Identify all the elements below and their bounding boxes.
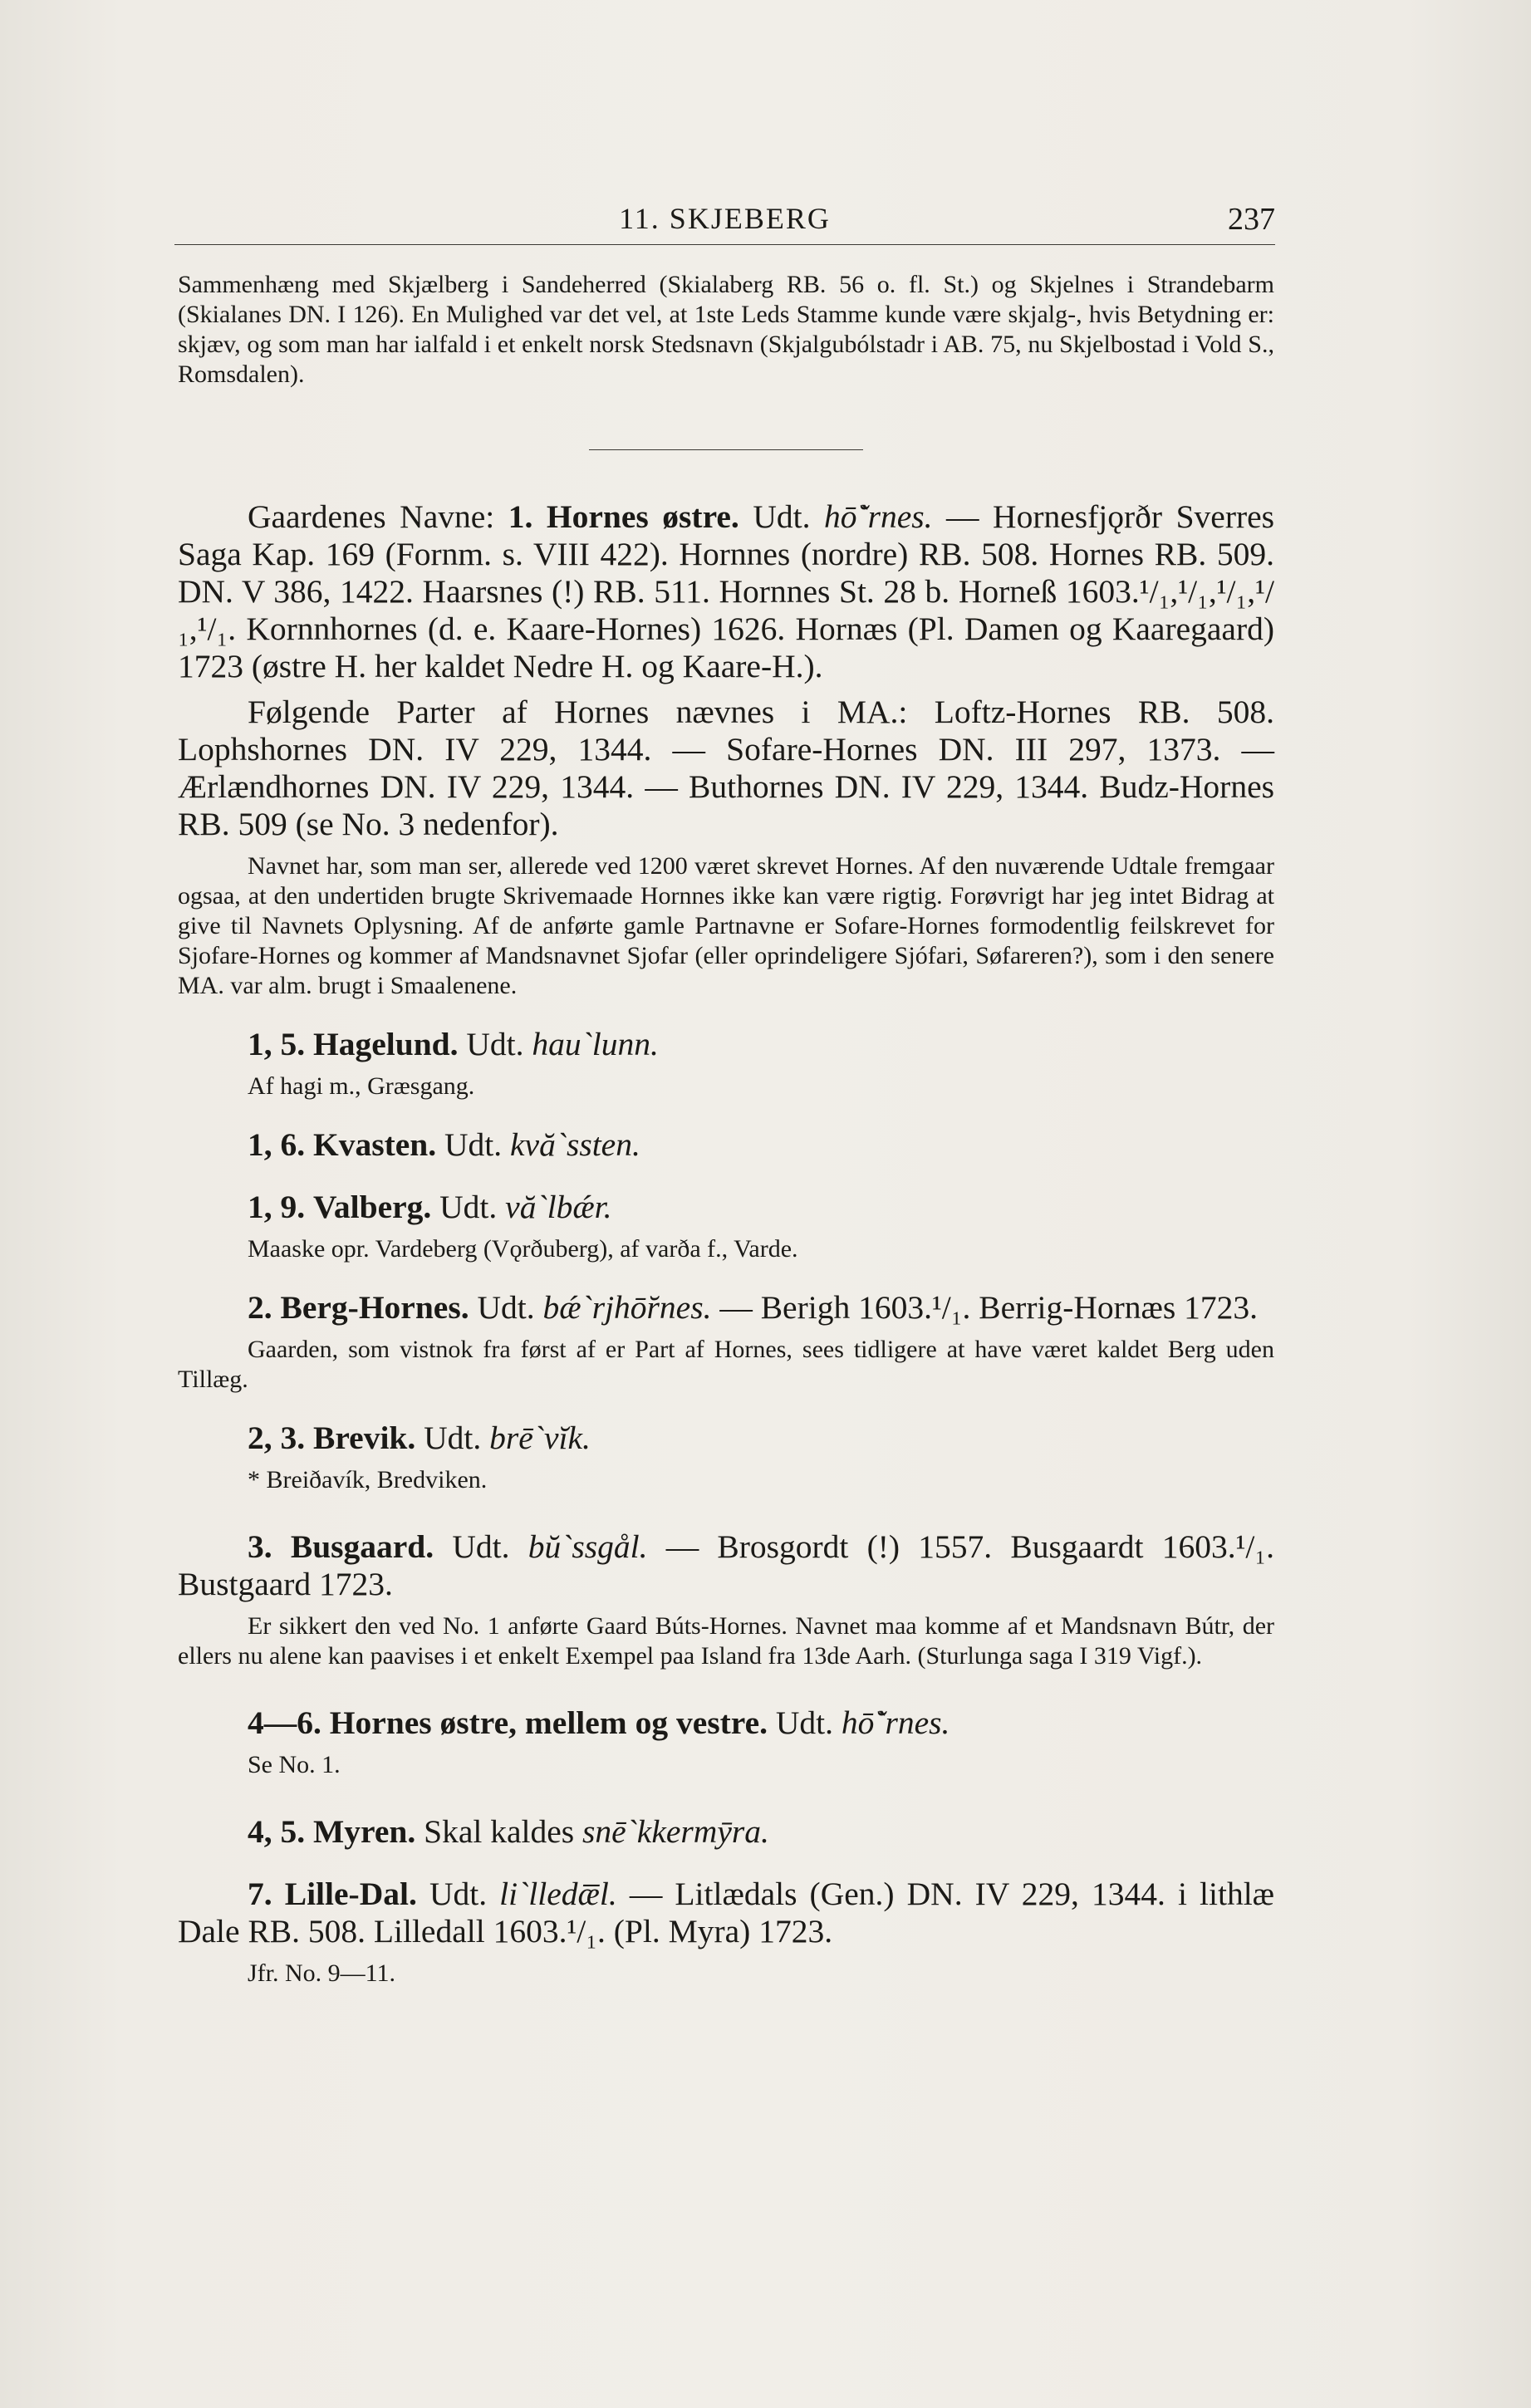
entry-1-udt: Udt. xyxy=(753,498,811,535)
entry-heading xyxy=(178,1189,1274,1226)
entry-name: Hagelund. xyxy=(313,1026,459,1062)
page-header xyxy=(174,198,1275,245)
entry-note: Er sikkert den ved No. 1 anførte Gaard Búts-Hornes. Navnet maa komme af et Mandsnavn Bútr, der ellers nu alene kan paavises i et enkelt Exempel paa Island fra 13de Aarh. (Sturlunga saga I 319 Vigf.). xyxy=(178,1612,1274,1670)
page-content xyxy=(178,270,1274,1989)
entry-rest: — Litlædals (Gen.) DN. IV 229, 1344. i lithlæ Dale RB. 508. Lilledall 1603.¹/₁. (Pl. Myra) 1723. xyxy=(178,1876,1275,1949)
entry xyxy=(178,1876,1274,1989)
entry xyxy=(178,1289,1274,1395)
entry-udt: Udt. xyxy=(439,1189,498,1225)
running-title: 11. SKJEBERG xyxy=(619,202,831,235)
entry-udt: Skal kaldes xyxy=(424,1813,575,1850)
entry-heading xyxy=(178,1420,1274,1457)
entry-pronunciation: hau`lunn. xyxy=(532,1026,659,1062)
entry-number: 1, 5. xyxy=(248,1026,306,1062)
entry-name: Valberg. xyxy=(313,1189,432,1225)
entry-list xyxy=(178,1026,1274,1989)
entry-number: 2. xyxy=(248,1289,272,1326)
entry-1-body: — Hornesfjǫrðr Sverres Saga Kap. 169 (Fornm. s. VIII 422). Hornnes (nordre) RB. 508. Hornes RB. 509. DN. V 386, 1422. Haarsnes (!) RB. 511. Hornnes St. 28 b. Horneß 1603.¹/₁,¹/₁,¹/₁,¹/₁,¹/₁. Kornnhornes (d. e. Kaare-Hornes) 1626. Hornæs (Pl. Damen og Kaaregaard) 1723 (østre H. her kaldet Nedre H. og Kaare-H.). xyxy=(178,498,1275,684)
entry-number: 3. xyxy=(248,1528,272,1565)
entry-heading xyxy=(178,1813,1274,1851)
section-divider xyxy=(589,449,863,450)
entry-udt: Udt. xyxy=(775,1704,833,1741)
entry xyxy=(178,1189,1274,1264)
entry-1-heading xyxy=(178,498,1274,685)
entry-name: Kvasten. xyxy=(313,1126,437,1163)
entry-pronunciation: bŭ`ssgål. xyxy=(528,1528,648,1565)
entry-1-parter: Følgende Parter af Hornes nævnes i MA.: Loftz-Hornes RB. 508. Lophshornes DN. IV 229, 1344. — Sofare-Hornes DN. III 297, 1373. — Ærlændhornes DN. IV 229, 1344. — Buthornes DN. IV 229, 1344. Budz-Hornes RB. 509 (se No. 3 nedenfor). xyxy=(178,694,1274,842)
entry xyxy=(178,1813,1274,1851)
entry-pronunciation: bǽ`rjhō̆rnes. xyxy=(542,1289,712,1326)
entry-number: 1, 9. xyxy=(248,1189,306,1225)
entry-1-number: 1. xyxy=(508,498,533,535)
entry-note: * Breiðavík, Bredviken. xyxy=(248,1466,488,1493)
entry xyxy=(178,1704,1274,1780)
entry-pronunciation: li`lledæ̅l. xyxy=(499,1876,617,1912)
entry-rest: — Brosgordt (!) 1557. Busgaardt 1603.¹/₁. Bustgaard 1723. xyxy=(178,1528,1275,1602)
entry-udt: Udt. xyxy=(452,1528,510,1565)
entry xyxy=(178,1420,1274,1495)
entry-heading xyxy=(178,1528,1274,1603)
entry-name: Hornes østre, mellem og vestre. xyxy=(329,1704,768,1741)
entry-rest: — Berigh 1603.¹/₁. Berrig-Hornæs 1723. xyxy=(719,1289,1259,1326)
entry-note: Gaarden, som vistnok fra først af er Part af Hornes, sees tidligere at have været kaldet Berg uden Tillæg. xyxy=(178,1336,1274,1393)
entry xyxy=(178,1026,1274,1101)
entry-udt: Udt. xyxy=(429,1876,488,1912)
entry-note: Af hagi m., Græsgang. xyxy=(248,1072,475,1100)
page-number: 237 xyxy=(1228,202,1275,237)
entry-pronunciation: vă`lbǽr. xyxy=(505,1189,612,1225)
entry-pronunciation: brē`vĭk. xyxy=(489,1420,591,1456)
entry-udt: Udt. xyxy=(444,1126,503,1163)
entry-number: 4—6. xyxy=(248,1704,321,1741)
entry-1-note: Navnet har, som man ser, allerede ved 1200 været skrevet Hornes. Af den nuværende Udtale fremgaar ogsaa, at den undertiden brugte Skrivemaade Hornnes ikke kan være rigtig. Forøvrigt har jeg intet Bidrag at give til Navnets Oplysning. Af de anførte gamle Partnavne er Sofare-Hornes formodentlig feilskrevet for Sjofare-Hornes og kommer af Mandsnavnet Sjofar (eller oprindeligere Sjófari, Søfareren?), som i den senere MA. var alm. brugt i Smaalenene. xyxy=(178,852,1274,999)
entry-number: 4, 5. xyxy=(248,1813,306,1850)
entry xyxy=(178,1528,1274,1671)
entry-pronunciation: hō̆`rnes. xyxy=(841,1704,950,1741)
entry-name: Lille-Dal. xyxy=(284,1876,417,1912)
entry-note: Se No. 1. xyxy=(248,1751,341,1778)
entry-note: Maaske opr. Vardeberg (Vǫrðuberg), af varða f., Varde. xyxy=(248,1235,798,1263)
entry-1-name: Hornes østre. xyxy=(546,498,739,535)
entry-pronunciation: kvă`ssten. xyxy=(510,1126,640,1163)
entry xyxy=(178,1126,1274,1164)
entry-heading xyxy=(178,1704,1274,1742)
entry-number: 2, 3. xyxy=(248,1420,306,1456)
entry-heading xyxy=(178,1026,1274,1063)
entry-name: Busgaard. xyxy=(290,1528,434,1565)
entry-name: Brevik. xyxy=(313,1420,416,1456)
entry-name: Berg-Hornes. xyxy=(280,1289,469,1326)
entry-udt: Udt. xyxy=(424,1420,482,1456)
entry-heading xyxy=(178,1876,1274,1950)
entry-udt: Udt. xyxy=(466,1026,524,1062)
gaardenes-label: Gaardenes Navne: xyxy=(248,498,495,535)
entry-1-pronunciation: hō̆`rnes. xyxy=(823,498,933,535)
entry-heading xyxy=(178,1126,1274,1164)
entry-number: 1, 6. xyxy=(248,1126,306,1163)
entry-number: 7. xyxy=(248,1876,272,1912)
entry-note: Jfr. No. 9—11. xyxy=(248,1959,396,1987)
entry-pronunciation: snē`kkermȳra. xyxy=(582,1813,769,1850)
entry-udt: Udt. xyxy=(477,1289,535,1326)
entry-name: Myren. xyxy=(313,1813,416,1850)
entry-heading xyxy=(178,1289,1274,1327)
intro-paragraph: Sammenhæng med Skjælberg i Sandeherred (Skialaberg RB. 56 o. fl. St.) og Skjelnes i Strandebarm (Skialanes DN. I 126). En Mulighed var det vel, at 1ste Leds Stamme kunde være skjalg-, hvis Betydning er: skjæv, og som man har ialfald i et enkelt norsk Stedsnavn (Skjalgubólstadr i AB. 75, nu Skjelbostad i Vold S., Romsdalen). xyxy=(178,271,1274,388)
